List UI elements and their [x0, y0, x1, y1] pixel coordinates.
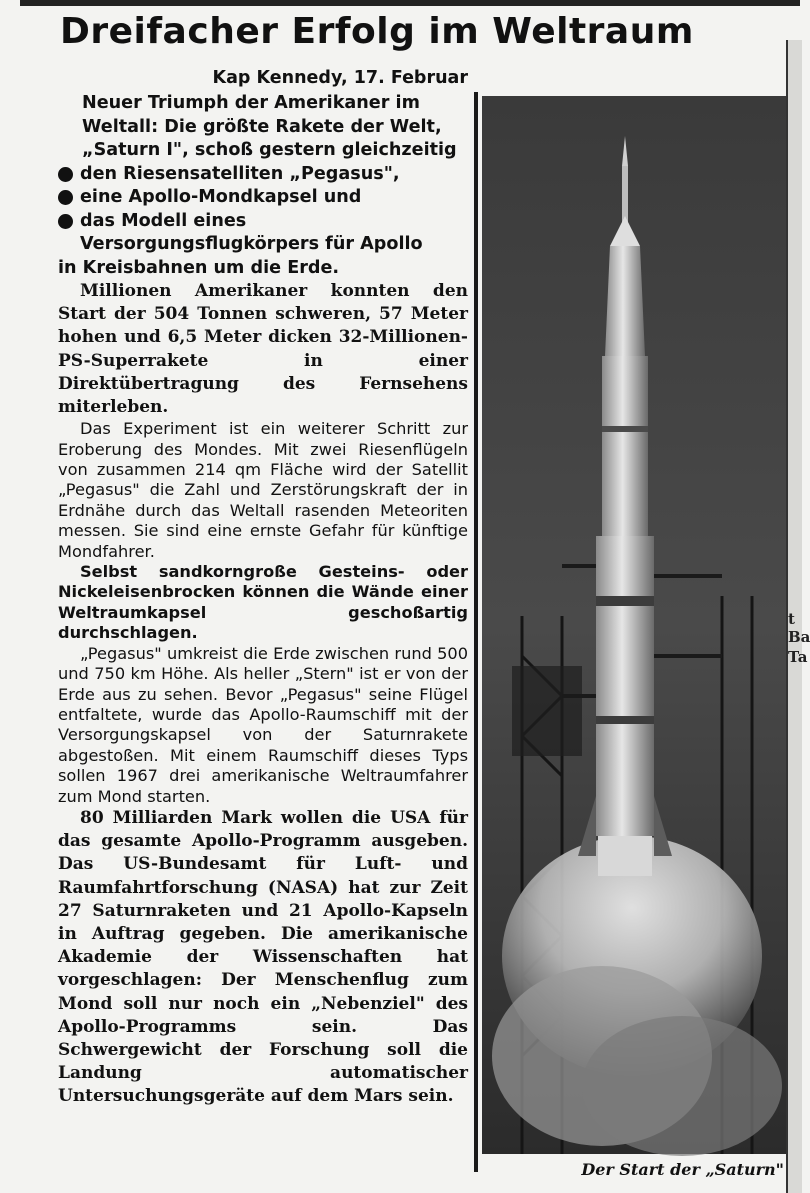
lead-bullet-text: den Riesensatelliten „Pegasus", — [80, 163, 400, 184]
lead-bullet-text: das Modell eines Versorgungsflugkörpers für Apollo — [80, 210, 423, 254]
bullet-dot-icon — [58, 167, 73, 182]
edge-fragment: Ba — [788, 628, 810, 646]
lead-bullet — [58, 186, 468, 210]
lead-outro: in Kreisbahnen um die Erde. — [58, 257, 340, 278]
lead-bullet-text: eine Apollo-Mondkapsel und — [80, 187, 362, 207]
column-divider — [474, 92, 478, 1172]
lead-intro: Neuer Triumph der Amerikaner im Weltall: Die größte Rakete der Welt, „Saturn I", schoß gestern gleichzeitig — [82, 93, 457, 160]
dateline: Kap Kennedy, 17. Februar — [212, 68, 468, 88]
lead-bullet — [58, 163, 468, 187]
bullet-dot-icon — [58, 190, 73, 205]
paragraph-4: „Pegasus" umkreist die Erde zwischen rund 500 und 750 km Höhe. Als heller „Stern" ist er von der Erde aus zu sehen. Bevor „Pegasus" seine Flügel entfaltete, wurde das Apollo-Raumschiff mit der Versorgungskapsel von der Saturnrakete abgestoßen. Mit einem Raumschiff dieses Typs sollen 1967 drei amerikanische Weltraumfahrer zum Mond starten. — [58, 643, 468, 806]
edge-fragment: t — [788, 610, 795, 628]
rocket-launch-image — [482, 96, 786, 1154]
article-column — [58, 66, 468, 1109]
headline: Dreifacher Erfolg im Weltraum — [60, 11, 694, 52]
bullet-dot-icon — [58, 214, 73, 229]
paragraph-1: Millionen Amerikaner konnten den Start der 504 Tonnen schweren, 57 Meter hohen und 6,5 Meter dicken 32-Millionen-PS-Superrakete in einer Direktübertragung des Fernsehens miterleben. — [58, 281, 468, 418]
rocket-launch-photo — [482, 96, 786, 1154]
photo-caption: Der Start der „Saturn" — [581, 1160, 784, 1179]
top-rule — [20, 0, 800, 6]
paragraph-3: Selbst sandkorngroße Gesteins- oder Nickeleisenbrocken können die Wände einer Weltraumkapsel geschoßartig durchschlagen. — [58, 562, 468, 643]
paragraph-5: 80 Milliarden Mark wollen die USA für das gesamte Apollo-Programm ausgeben. Das US-Bundesamt für Luft- und Raumfahrtforschung (NASA) hat zur Zeit 27 Saturnraketen und 21 Apollo-Kapseln in Auftrag gegeben. Die amerikanische Akademie der Wissenschaften hat vorgeschlagen: Der Menschenflug zum Mond soll nur noch ein „Nebenziel" des Apollo-Programms sein. Das Schwergewicht der Forschung soll die Landung automatischer Untersuchungsgeräte auf dem Mars sein. — [58, 807, 468, 1107]
edge-fragment: Ta — [788, 648, 808, 666]
lead-bullet — [58, 210, 468, 257]
paragraph-2: Das Experiment ist ein weiterer Schritt zur Eroberung des Mondes. Mit zwei Riesenflügeln von zusammen 214 qm Fläche wird der Satellit „Pegasus" die Zahl und Zerstörungskraft der in Erdnähe durch das Weltall rasenden Meteoriten messen. Sie sind eine ernste Gefahr für künftige Mondfahrer. — [58, 419, 468, 561]
lead-block — [58, 92, 468, 280]
